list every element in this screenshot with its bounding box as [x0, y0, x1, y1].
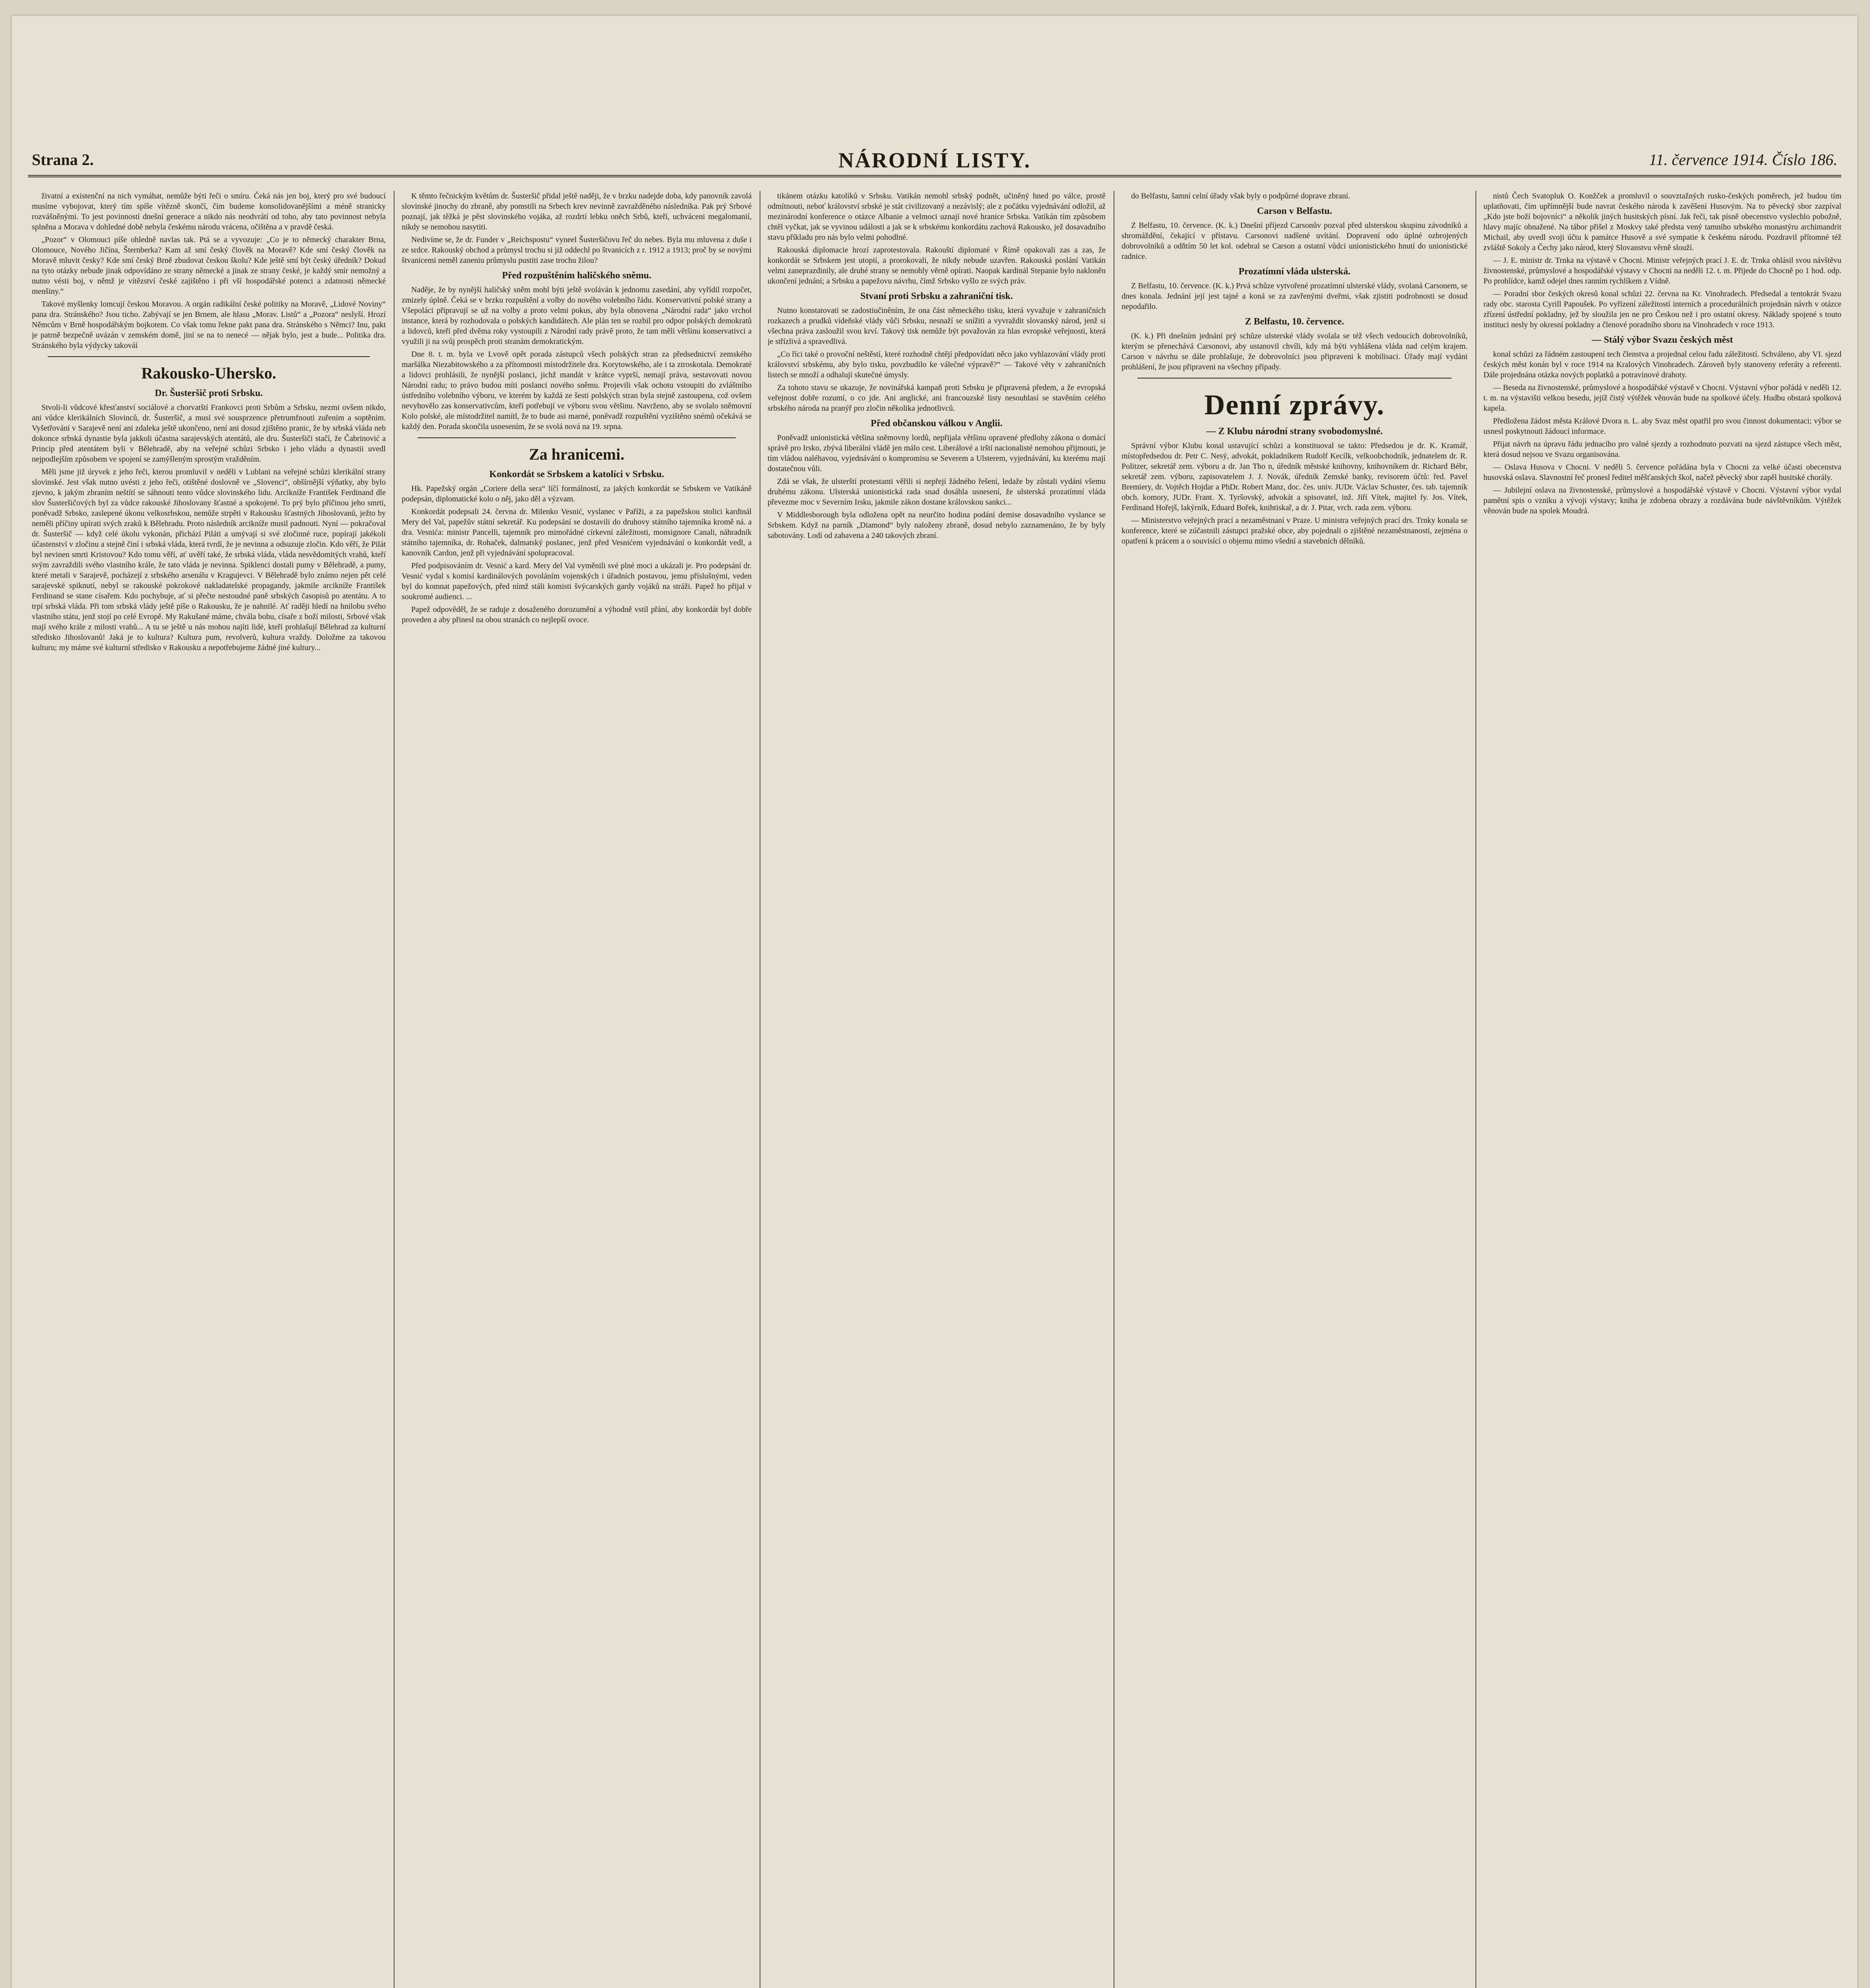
paragraph: Takové myšlenky lomcují českou Moravou. A orgán radikální české politiky na Moravě, „Lidové Noviny“ pana dra. Stránského? Jsou ticho. Zabývají se jen Brnem, ale hlasu „Morav. Listů“ a „Pozora“ neslyší. Hrozí Němcům v Brně hospodářským bojkotem. Co však tomu řekne pakt pana dra. Stránského s Němci? Inu, pakt je patrně bezpečně uvázán v zemském domě, jiní se na to nenecé — nějak bylo, jest a bude... Politika dra. Stránského byla výdycky takováí	[32, 300, 386, 350]
newspaper-title: NÁRODNÍ LISTY.	[838, 148, 1031, 172]
column-5	[1483, 191, 1841, 1988]
paragraph: Správní výbor Klubu konal ustavující schůzi a konstituoval se takto: Předsedou je dr. K. Kramář, místopředsedou dr. Petr C. Nesý, advokát, pokladníkem Rudolf Kecílk, velkoobchodník, jednatelem dr. R. Politzer, sekretář zem. výboru a dr. Jan Tho n, úředník městské knihovny, knihovníkem dr. Richard Bébr, sekretář zem. výboru, zapisovatelem J. J. Novák, úředník Zemské banky, revisorem účtů: řed. Pavel Bremiery, dr. Vojtěch Hojdar a PhDr. Robert Manz, doc. čes. univ. JUDr. Václav Schuster, čes. tab. tajemník obch. komory, JUDr. Frant. X. Tyršovský, advokát a spisovatel, inž. Jiří Vítek, majitel fy. Jos. Vítek, Ferdinand Hořejš, lakýrník, Eduard Bořek, knihtiskař, a dr. J. Pitar, vrch. rada zem. výboru.	[1122, 441, 1468, 512]
article-title: Carson v Belfastu.	[1257, 206, 1332, 216]
paragraph: Předložena žádost města Králové Dvora n. L. aby Svaz měst opatřil pro svou činnost dokumentaci; výbor se usnesl poskytnouti žádoucí informace.	[1483, 417, 1841, 436]
paragraph: konal schůzi za řádném zastoupení tech členstva a projednal celou řadu záležitostí. Schváleno, aby VI. sjezd českých měst konán byl v roce 1914 na Kralových Vinohradech. Zároveň byly stanoveny referáty a referenti. Dále projednána otázka nových poplatků a potravinové drahoty.	[1483, 350, 1841, 379]
section-title: Za hranicemi.	[529, 445, 624, 463]
article-title: Před občanskou válkou v Anglii.	[871, 418, 1003, 429]
paragraph: Stvoli-li vůdcové křesťanství sociálové a chorvatští Frankovci proti Srbům a Srbsku, nezmi ovšem nikdo, ani vůdce klerikálních Slovinců, dr. Šusteršič, a musí své sousprzence přetrumfnouti zuřením a soptěním. Vyšetřování v Sarajevě není ani zdaleka ještě ukončeno, není ani dosud zjištěno pranic, že by srbská vláda neb dokonce srbská dynastie byla jakkoli účastna sarajevských atentátů, ale dru. Šusteršiči stačí, že Čabrinović a Princip před atentátem byli v Bělehradě, aby na veřejné schůzi Srbsko i jeho vládu a dynastii uvedl nejpodlejším způsobem ve spojení se zamýšleným sprostým vražděním.	[32, 403, 386, 464]
article-title: — Z Klubu národní strany svobodomyslné.	[1206, 426, 1383, 437]
paragraph: Za tohoto stavu se ukazuje, že novinářská kampaň proti Srbsku je připravená předem, a že evropská veřejnost dobře rozumí, o co jde. Ani anglické, ani francouzské listy nesouhlasí se stavěním celého srbského národa na pranýř pro zločin několika jednotlivců.	[768, 383, 1106, 413]
paragraph: tikánem otázku katolíků v Srbsku. Vatikán nemohl srbský podnět, učiněný hned po válce, prostě odmítnouti, neboť království srbské je stát civilizovaný a nezávislý; ale z počátku vyjednávání odložil, až mezinárodní konference o otázce Albanie a velmoci uznají nové hranice Srbska. Vatikán tím způsobem chtěl vyčkat, jak se vyvinou události a jak se k srbskému konkordátu zachová Rakousko, jež dosavadního stavu příkladu pro nás bylo velmi pohodlné.	[768, 192, 1106, 242]
article-title: — Stálý výbor Svazu českých měst	[1592, 335, 1733, 345]
paragraph: Hk. Papežský orgán „Coriere della sera“ líčí formálností, za jakých konkordát se Srbskem ve Vatikáně podepsán, diplomatické kolo o něj, jako děl a výzvam.	[402, 484, 752, 503]
column-2	[402, 191, 752, 1980]
paragraph: (K. k.) Při dnešním jednání prý schůze ulsterské vlády svolala se též všech vedoucích dobrovolníků, kterým se přenechává Carsonovi, aby ustanovil chvíli, kdy má býti vyhlášena vláda nad celým krajem. Carson v návrhu se dále prohlašuje, že dobrovolníci jsou připraveni k mobilisaci. Úřady mají vydáni prohlášení, že jsou připraveni na všechny případy.	[1122, 332, 1468, 371]
paragraph: — Jubilejní oslava na živnostenské, průmyslové a hospodářské výstavě v Chocni. Výstavní výbor vydal pamětní spis o vzniku a vývoji výstavy; kniha je zdobena obrazy a rozdávána bude návštěvníkům. Výtěžek věnován bude na spolek Moudrá.	[1483, 486, 1841, 515]
newspaper-page	[12, 16, 1857, 1988]
section-rule	[1137, 378, 1452, 379]
masthead	[28, 147, 1841, 177]
article-title: Před rozpuštěním haličského sněmu.	[502, 270, 651, 281]
article-title: Konkordát se Srbskem a katolíci v Srbsku.	[489, 469, 664, 480]
article-title: Z Belfastu, 10. července.	[1245, 316, 1344, 327]
article-title: Stvaní proti Srbsku a zahraniční tisk.	[860, 291, 1013, 301]
issue-date: 11. července 1914. Číslo 186.	[1649, 151, 1837, 169]
paragraph: Rakouská diplomacie hrozí zaprotestovala. Rakouští diplomaté v Římě opakovali zas a zas, že konkordát se Srbskem jest utopií, a prorokovali, že nikdy nebude uzavřen. Rakouská poslání Vatikán velmi zaneprazdinily, ale druhé strany se nemohly věrně opírati. Naopak kardinál Stepanie bylo nakloněn ukončení jednání; a Srbsku a papežovu návrhu, čímž Srbsko vyšlo ze svých práv.	[768, 246, 1106, 285]
column-3	[768, 191, 1106, 1980]
paragraph: „Pozor“ v Olomouci píše ohledně navlas tak. Ptá se a vyvozuje: „Co je to německý charakter Brna, Olomouce, Nového Jičína, Šternberka? Kam až smí český člověk na Moravě? Kde smí český člověk na Moravě mluvit česky? Kde smí český Brně zbudovat českou školu? Kde ještě smí být český úředník? Dokud na tyto otázky nebude jinak odpovídáno ze strany německé a jinak ze strany české, je každý smír nemožný a nutno vésti boj, v němž je vítězství české zajištěno i při vší hospodářské potenci a zdatnosti německé menšiny.“	[32, 235, 386, 296]
paragraph: V Middlesborough byla odložena opět na neurčito hodina podání demise dosavadního vyslance se Srbskem. Když na parník „Diamond“ byly naloženy zbraně, dosud nebylo zaznamenáno, že by byly sabotovány. Lodí od zabavena a 240 takových zbraní.	[768, 511, 1106, 540]
section-rule	[48, 356, 370, 357]
paragraph: Přijat návrh na úpravu řádu jednacího pro valné sjezdy a rozhodnuto pozvati na sjezd zástupce všech měst, která dosud nejsou ve Svazu organisována.	[1483, 440, 1841, 459]
paragraph: Před podpisováním dr. Vesnić a kard. Mery del Val vyměnili své plné moci a ukázali je. Pro podepsání dr. Vesnić vydal s komisí kardinálových povoláním vojenských i úřadních postavou, jemu příslušnými, veden byl do komnat papežových, před nímž stáli komisti švýcarských gardy vojáků na stráži. Papež ho přijal v soukromé audienci. ...	[402, 561, 752, 601]
paragraph: — Oslava Husova v Chocni. V neděli 5. července pořádána byla v Chocni za velké účasti obecenstva husovská oslava. Slavnostní řeč pronesl ředitel měšťanských škol, načež pěvecký sbor zapěl husitské chorály.	[1483, 463, 1841, 482]
paragraph: Papež odpověděl, že se raduje z dosaženého dorozumění a výhodně vstíl přání, aby konkordát byl dobře proveden a aby přinesl na obou stranách co nejlepší ovoce.	[402, 605, 752, 624]
paragraph: — Ministerstvo veřejných prací a nezaměstnaní v Praze. U ministra veřejných prací drs. Trnky konala se konference, které se zúčastnili zástupci pražské obce, aby pojednali o zjištěné nezaměstnanosti, zejména o opatření k prácem a o souvisící o objemu mimo všední a stavebních dělníků.	[1122, 516, 1468, 546]
paragraph: „Co říci také o provoční neštěstí, které rozhodně chtějí předpovídati něco jako vyhlazování vlády proti království srbskému, aby bylo tisku, povzbudilo ke válečné výpravě?“ — Takové věty v zahraničních listech se množí a odhalují skutečné úmysly.	[768, 350, 1106, 379]
paragraph: — Beseda na živnostenské, průmyslové a hospodářské výstavě v Chocni. Výstavní výbor pořádá v neděli 12. t. m. na výstavišti velkou besedu, jejíž čistý výtěžek věnován bude na spolkové účely. Hudbu obstará spolková kapela.	[1483, 383, 1841, 413]
paragraph: nistů Čech Svatopluk O. Konžček a promluvil o souvztažných rusko-českých poměrech, jež budou tím uplatňovati, čím upřímnější bude navrat českého národa k zavěšení Husovým. Na to pěvecký sbor zazpíval „Kdo jste boží bojovníci“ a několik jiných husitských písní. Jak řeči, tak písně obecenstvo vyslechlo pobožně, hlavy majíc obnažené. Na tábor přišel z Moskvy také předsta vený tamního srbského monastýru archimandrit Michail, aby uvedl svoji účtu k památce Husově a své sympatie k českému národu. Pozdravil přítomné též zvláště Sokoly a Čechy jako národ, který Slovanstvu věrně slouží.	[1483, 192, 1841, 252]
paragraph: Dne 8. t. m. byla ve Lvově opět porada zástupců všech polských stran za předsednictví zemského maršálka Niezabitowského a za přítomnosti místodržitele dra. Korytowského, ale i ta ztroskotala. Demokraté a lidovci prohlásili, že nynější poslanci, jichž mandát v krátce vyprší, nemají práva, sestavovati novou Národní radu; to právo budou míti poslanci nového sněmu. Projevili však ochotu vstoupiti do zvláštního ústředního volebního výboru, ve kterém by každá ze šesti polských stran byla stejně zastoupena, což ovšem nevyhovělo zas konservativcům, kteří potřebují ve výboru svou většinu. Navrženo, aby se svolalo sněmovní Kolo polské, ale místodržitel namítl, že to bude asi marné, poněvadž rozpuštění vyzištěno snémů očekává se každý den. Porada skončila usnesením, že se svolá nová na 19. srpna.	[402, 350, 752, 431]
column-1	[32, 191, 386, 1980]
paragraph: Nutno konstatovati se zadostiučiněním, že ona část německého tisku, která vyvažuje v zahraničních rozkazech a prudků vídeňské vlády vůči Srbsku, nesnaží se snížiti a vyvraždit slovanský národ, jenž si všechna práva zasloužil svou krví. Takový tisk nemůže být považován za hlas evropské veřejnosti, která je střízlivá a spravedlivá.	[768, 306, 1106, 346]
paragraph: Poněvadž unionistická většina sněmovny lordů, nepřijala většinu opravené předlohy zákona o domácí správě pro Irsko, zbývá liberální vládě jen málo cest. Liberálové a irští nacionalisté nemohou přijmouti, je tím vládou naléhavou, vyjednávání o kompromisu se Severem a Ulsterem, vyjednávání, ku kterému mají dostatečnou vůli.	[768, 433, 1106, 473]
paragraph: Zdá se však, že ulsterští protestanti věřili si nepřejí žádného řešení, ledaže by zůstali vydáni všemu druhému zákonu. Ulsterská unionistická rada snad dosáhla usnesení, že ulsterská prozatímní vláda převezme moc v Severním Irsku, jakmile zákon dostane královskou sankci...	[768, 477, 1106, 507]
paragraph: do Belfastu, šamní celní úřady však byly o podpůrné doprave zbraní.	[1131, 192, 1350, 200]
page-number: Strana 2.	[32, 151, 94, 169]
paragraph: — J. E. ministr dr. Trnka na výstavě v Chocni. Ministr veřejných prací J. E. dr. Trnka ohlásil svou návštěvu živnostenské, průmyslové a hospodářské výstavy v Chocni na neděli 12. t. m. Přijede do Chocně po 1 hod. odp. Po prohlídce, kamž odejel dnes ranním rychlíkem z Vídně.	[1483, 256, 1841, 285]
column-divider	[1475, 191, 1476, 1988]
paragraph: Z Belfastu, 10. července. (K. k.) Prvá schůze vytvořené prozatímní ulsterské vlády, svolaná Carsonem, se dnes konala. Jednání její jest tajné a koná se za zavřenými dveřmi, však zjistiti podrobnosti se dosud nepodařilo.	[1122, 282, 1468, 311]
paragraph: Konkordát podepsali 24. června dr. Milenko Vesnić, vyslanec v Paříži, a za papežskou stolici kardinál Mery del Val, papežův státní sekretář. Ku podepsání se dostavili do druhovy státního tajemníka kromě ná. a dra. Vesnića: ministr Pancelli, tajemník pro mimořádné církevní záležitosti, monsignore Canali, náhradník státního tajemníka, dr. Rohaček, dalmatský poslanec, jenž před Vesnićem vyjednávání o konkordát vedl, a kanovník Cardon, jenž při vyjednávání spolupracoval.	[402, 507, 752, 557]
section-rule	[418, 437, 736, 438]
section-title: Rakousko-Uhersko.	[141, 364, 276, 382]
column-4	[1122, 191, 1468, 1980]
paragraph: — Poradní sbor českých okresů konal schůzi 22. června na Kr. Vinohradech. Předsedal a tentokrát Svazu rady obc. starosta Cyrill Papoušek. Po vyřízení záležitostí interních a procedurálních projednán návrh v otázce zřízení ústřední pokladny, jež by sloužila jen ne pro Českou než i pro ostatní okresy. Náklady spojené s touto instituci nesly by okresní pokladny a členové poradního sboru na Vinohradech v roce 1913.	[1483, 289, 1841, 329]
paragraph: K těmto řečnickým květům dr. Šusteršič přidal ještě naději, že v brzku nadejde doba, kdy panovník zavolá slovinské jinochy do zbraně, aby pomstili na Srbech krev nevinně zavražděného následníka. Pak prý Srbové poznají, jak těžká je pěst slovinského vojáka, až rozdrtí lebku oněch Srbů, kteří, uchváceni megalomanií, nikdy se nemohou nasytiti.	[402, 192, 752, 231]
paragraph: Nedivíme se, že dr. Funder v „Reichspostu“ vyneel Šusteršičovu řeč do nebes. Byla mu mluvena z duše i ze srdce. Rakouský obchod a průmysl trochu si již oddechl po štvanicích z r. 1912 a 1913; proč by se novými štvanicemi neměl zaneniu průmyslu pustiti zase trochu žilou?	[402, 235, 752, 265]
section-title-daily-news: Denní zprávy.	[1204, 389, 1385, 421]
paragraph: Z Belfastu, 10. července. (K. k.) Dnešní příjezd Carsonův pozval před ulsterskou skupinu závodníků a shromáždění, čekající v přístavu. Carsonovi nadšené uvítání. Dopravení odo úplné ozbrojených dobrovolníků a odňtím 50 let kol. odebral se Carson a ostatní vůdci unionistického hnutí do unionistické radnice.	[1122, 221, 1468, 261]
column-divider	[394, 191, 395, 1988]
paragraph: Měli jsme již úryvek z jeho řeči, kterou promluvil v neděli v Lublani na veřejné schůzi klerikální strany slovinské. Jest však nutno uvésti z jeho řeči, otištěné doslovně ve „Slovenci“, obšírnější výňatky, aby bylo zjevno, k jakým zbraním neštítí se sáhnouti tento vůdce slovinského lidu. Arcikníže František Ferdinand dle slov Šusteršičových byl za vůdce rakouské Jihoslovany šťastné a spokojené. To prý bylo příčinou jeho smrti, poněvadž Srbsko, zaslepené úkonu velkosrbskou, nemůže strpěti v Rakousku šťastných Jihoslovanů, ježto by neměli příčiny upírati svých zraků k Bělehradu. Proto následník arcikníže musil padnouti. Nyní — pokračoval dr. Šusteršič — když celé úkolu vykonán, přichází Piláti a umývají si své zločinné ruce, popírají jakékoli účastenství v zločinu a stejně činí i srbská vláda, která tvrdí, že je nevinna a odsuzuje zločin. Kdo věří, že Pilát byl nevinen smrti Kristovou? Kdo tomu věří, ať uvěří také, že srbská vláda, vláda nesvědomitých vrahů, kteří svým zavraždili svého vlastního krále, že tato vláda je nevinna. Spiklenci dostali pumy v Bělehradě, a pumy, které metali v Sarajevě, pocházejí z srbského arsenálu v Kragujevci. V Bělehradě bylo známo nejen pět celé sarajevské spiknutí, nebyl se rakouské pokrokové nakladatelské propagandy, jakmile arcikníže František Ferdinand se stane císařem. Kdo pochybuje, ať si přečte nestoudné paně srbských časopisů po atentátu. A to trpí srbská vláda. Při tom srbská vlády ještě píše o Rakousku, že je nahnilé. Ať raději hledí na hnilobu svého vlastního státu, jenž stojí po celé Evropě. My Rakušané máme, chvála bohu, císaře z boží milosti, Srbové však mají svého krále z milosti vrahů... A tu se ještě u nás mohou najíti lidé, kteří prohlašují Bělehrad za kulturní středisko Jihoslovanů! Jaká je to kultura? Kultura pum, revolverů, kultura vraždy. Doložme za takovou kulturu; my máme své kulturní středisko v Rakousku a nepotřebujeme žádné jiné kultury...	[32, 468, 386, 652]
paragraph: Naděje, že by nynější haličský sněm mohl býti ještě svoláván k jednomu zasedání, aby vyřídil rozpočet, zmizely úplně. Čeká se v brzku rozpuštění a volby do nového volebního řádu. Konservativní polské strany a Všepoláci připravují se už na volby a proto velmi pokus, aby byla obnovena „Národní rada“ jako vrchol instance, která by rozhodovala o polských kandidátech. Ale plán ten se rozbil pro odpor polských demokratů a lidovců, kteří před dvěma roky vystoupili z Národní rady právě proto, že tam měli většinu konservativci a využili ji na svůj prospěch proti stranám demokratickým.	[402, 285, 752, 346]
article-title: Dr. Šusteršič proti Srbsku.	[155, 388, 263, 398]
paragraph: živatní a existenční na nich vymáhat, nemůže býti řeči o smíru. Čeká nás jen boj, který pro své budoucí musíme vybojovat, který tím spíše vítězně skončí, čím budeme konsolidovanějšími a méně stranicky rozvášněnými. To jest povinností dnešní generace a nikdo nás neodvrátí od toho, aby tato povinnost nebyla splněna a Morava v dohledné době nebyla českému národu vrácena, očištěna a v pravdě česká.	[32, 192, 386, 231]
article-title: Prozatímní vláda ulsterská.	[1238, 266, 1351, 277]
